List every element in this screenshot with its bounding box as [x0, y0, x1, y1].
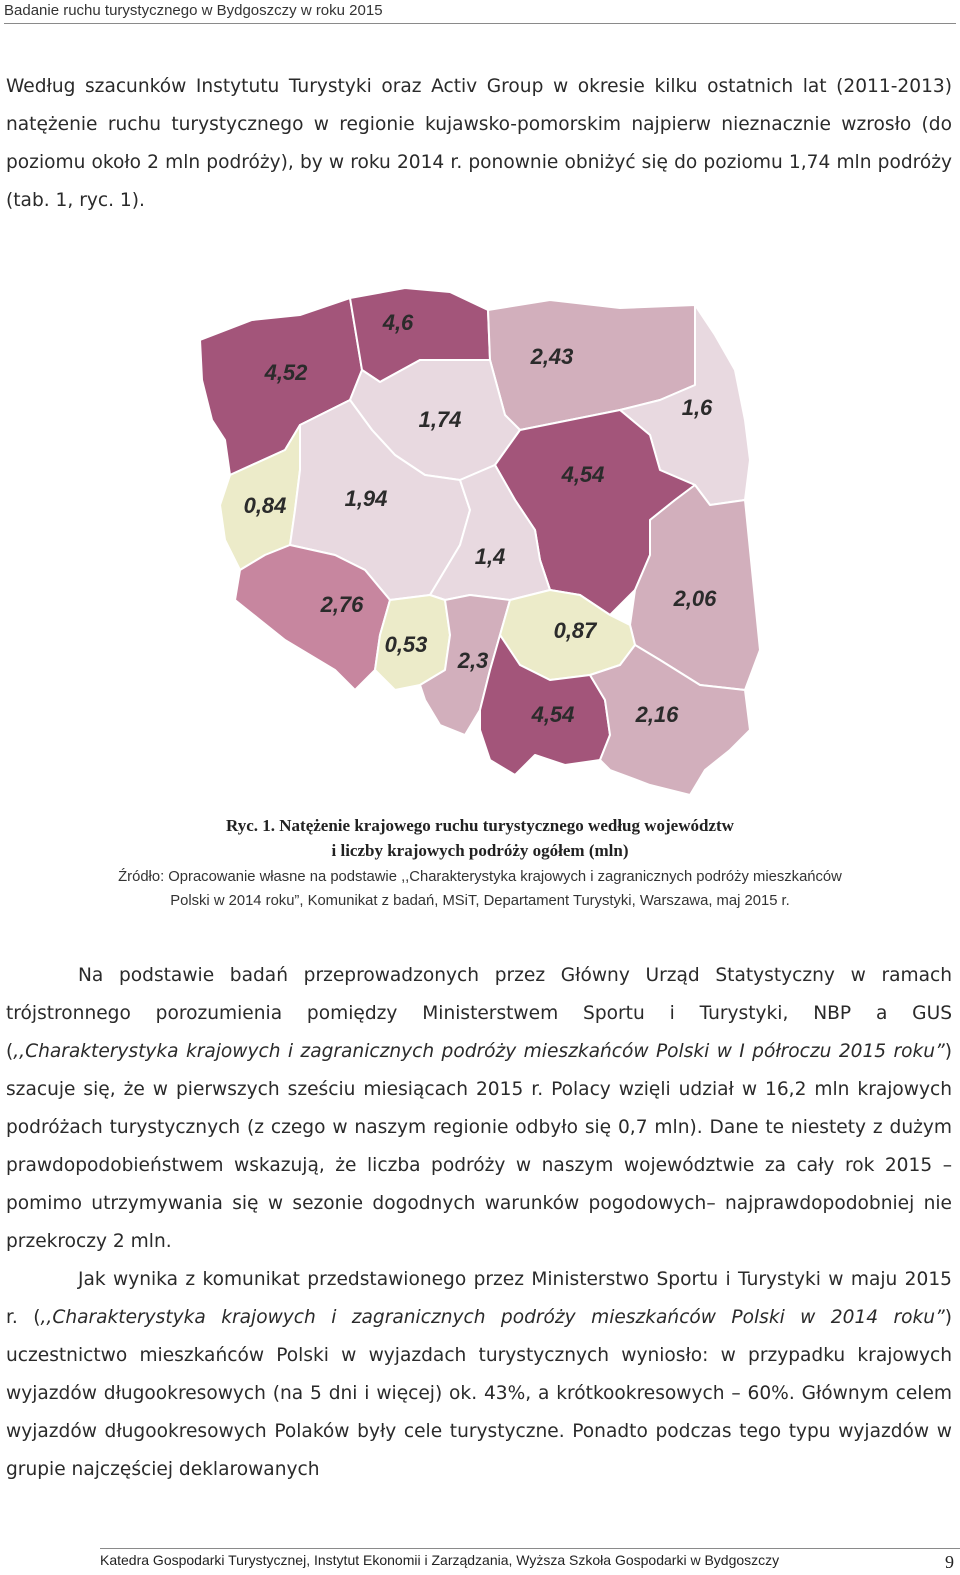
poland-voivodeship-map: [190, 270, 770, 800]
paragraph-3-text-b: ) uczestnictwo mieszkańców Polski w wyjazdach turystycznych wyniosło: w przypadku krajowych wyjazdów długookresowych (na 5 dni i więcej) ok. 43%, a krótkookresowych – 60%. Głównym celem wyjazdów długookresowych Polaków były cele turystyczne. Ponadto podczas tego typu wyjazdów w grupie najczęściej deklarowanych: [6, 1307, 952, 1480]
figure-caption-line-2: i liczby krajowych podróży ogółem (mln): [331, 841, 629, 860]
label-zachodniopomorskie: 4,52: [264, 360, 308, 385]
paragraph-3-text-a: Jak wynika z komunikat przedstawionego przez Ministerstwo Sportu i Turystyki w maju 2015 r. (: [6, 1269, 952, 1328]
footer-institution: Katedra Gospodarki Turystycznej, Instytut Ekonomii i Zarządzania, Wyższa Szkoła Gospodarki w Bydgoszczy: [100, 1552, 780, 1568]
label-pomorskie: 4,6: [382, 310, 414, 335]
paragraph-3-italic-title: ,,Charakterystyka krajowych i zagranicznych podróży mieszkańców Polski w 2014 roku”: [40, 1307, 945, 1328]
page-number: 9: [945, 1552, 954, 1572]
paragraph-msit-report: [6, 1261, 952, 1489]
paragraph-gus-survey: [6, 957, 952, 1261]
label-slaskie: 2,3: [457, 648, 489, 673]
label-warminsko-mazurskie: 2,43: [530, 344, 574, 369]
label-dolnoslaskie: 2,76: [320, 592, 364, 617]
label-wielkopolskie: 1,94: [344, 486, 388, 511]
label-podkarpackie: 2,16: [635, 702, 679, 727]
source-line-2: Polski w 2014 roku”, Komunikat z badań, MSiT, Departament Turystyki, Warszawa, maj 2015 r.: [170, 893, 790, 909]
label-lodzkie: 1,4: [474, 544, 506, 569]
page-footer: [100, 1548, 960, 1572]
figure-caption-line-1: Ryc. 1. Natężenie krajowego ruchu turystycznego według województw: [226, 816, 734, 835]
intro-paragraph: Według szacunków Instytutu Turystyki oraz Activ Group w okresie kilku ostatnich lat (2011-2013) natężenie ruchu turystycznego w regionie kujawsko-pomorskim najpierw nieznacznie wzrosło (do poziomu około 2 mln podróży), by w roku 2014 r. ponownie obniżyć się do poziomu 1,74 mln podróży (tab. 1, ryc. 1).: [6, 76, 952, 211]
label-lubelskie: 2,06: [673, 586, 717, 611]
label-lubuskie: 0,84: [243, 493, 287, 518]
label-opolskie: 0,53: [384, 632, 428, 657]
source-line-1: Źródło: Opracowanie własne na podstawie ,,Charakterystyka krajowych i zagranicznych podróży mieszkańców: [118, 869, 842, 885]
label-swietokrzyskie: 0,87: [553, 618, 597, 643]
header-title: Badanie ruchu turystycznego w Bydgoszczy w roku 2015: [4, 2, 383, 19]
label-mazowieckie: 4,54: [561, 462, 605, 487]
map-svg: [190, 270, 770, 800]
running-header: [4, 2, 956, 24]
paragraph-2-text-b: ) szacuje się, że w pierwszych sześciu miesiącach 2015 r. Polacy wzięli udział w 16,2 mln krajowych podróżach turystycznych (z czego w naszym regionie odbyło się 0,7 mln). Dane te niestety z dużym prawdopodobieństwem wskazują, że liczba podróży w naszym województwie za cały rok 2015 – pomimo utrzymywania się w sezonie dogodnych warunków pogodowych– najprawdopodobniej nie przekroczy 2 mln.: [6, 1041, 952, 1252]
paragraph-2-italic-title: ,,Charakterystyka krajowych i zagranicznych podróży mieszkańców Polski w I półroczu 2015 roku”: [13, 1041, 945, 1062]
label-podlaskie: 1,6: [681, 395, 713, 420]
label-kujawsko-pomorskie: 1,74: [418, 407, 462, 432]
paragraph-2-text-a: Na podstawie badań przeprowadzonych przez Główny Urząd Statystyczny w ramach trójstronnego porozumienia pomiędzy Ministerstwem Sportu i Turystyki, NBP a GUS (: [6, 965, 952, 1062]
label-malopolskie: 4,54: [531, 702, 575, 727]
figure-source: [0, 865, 960, 913]
